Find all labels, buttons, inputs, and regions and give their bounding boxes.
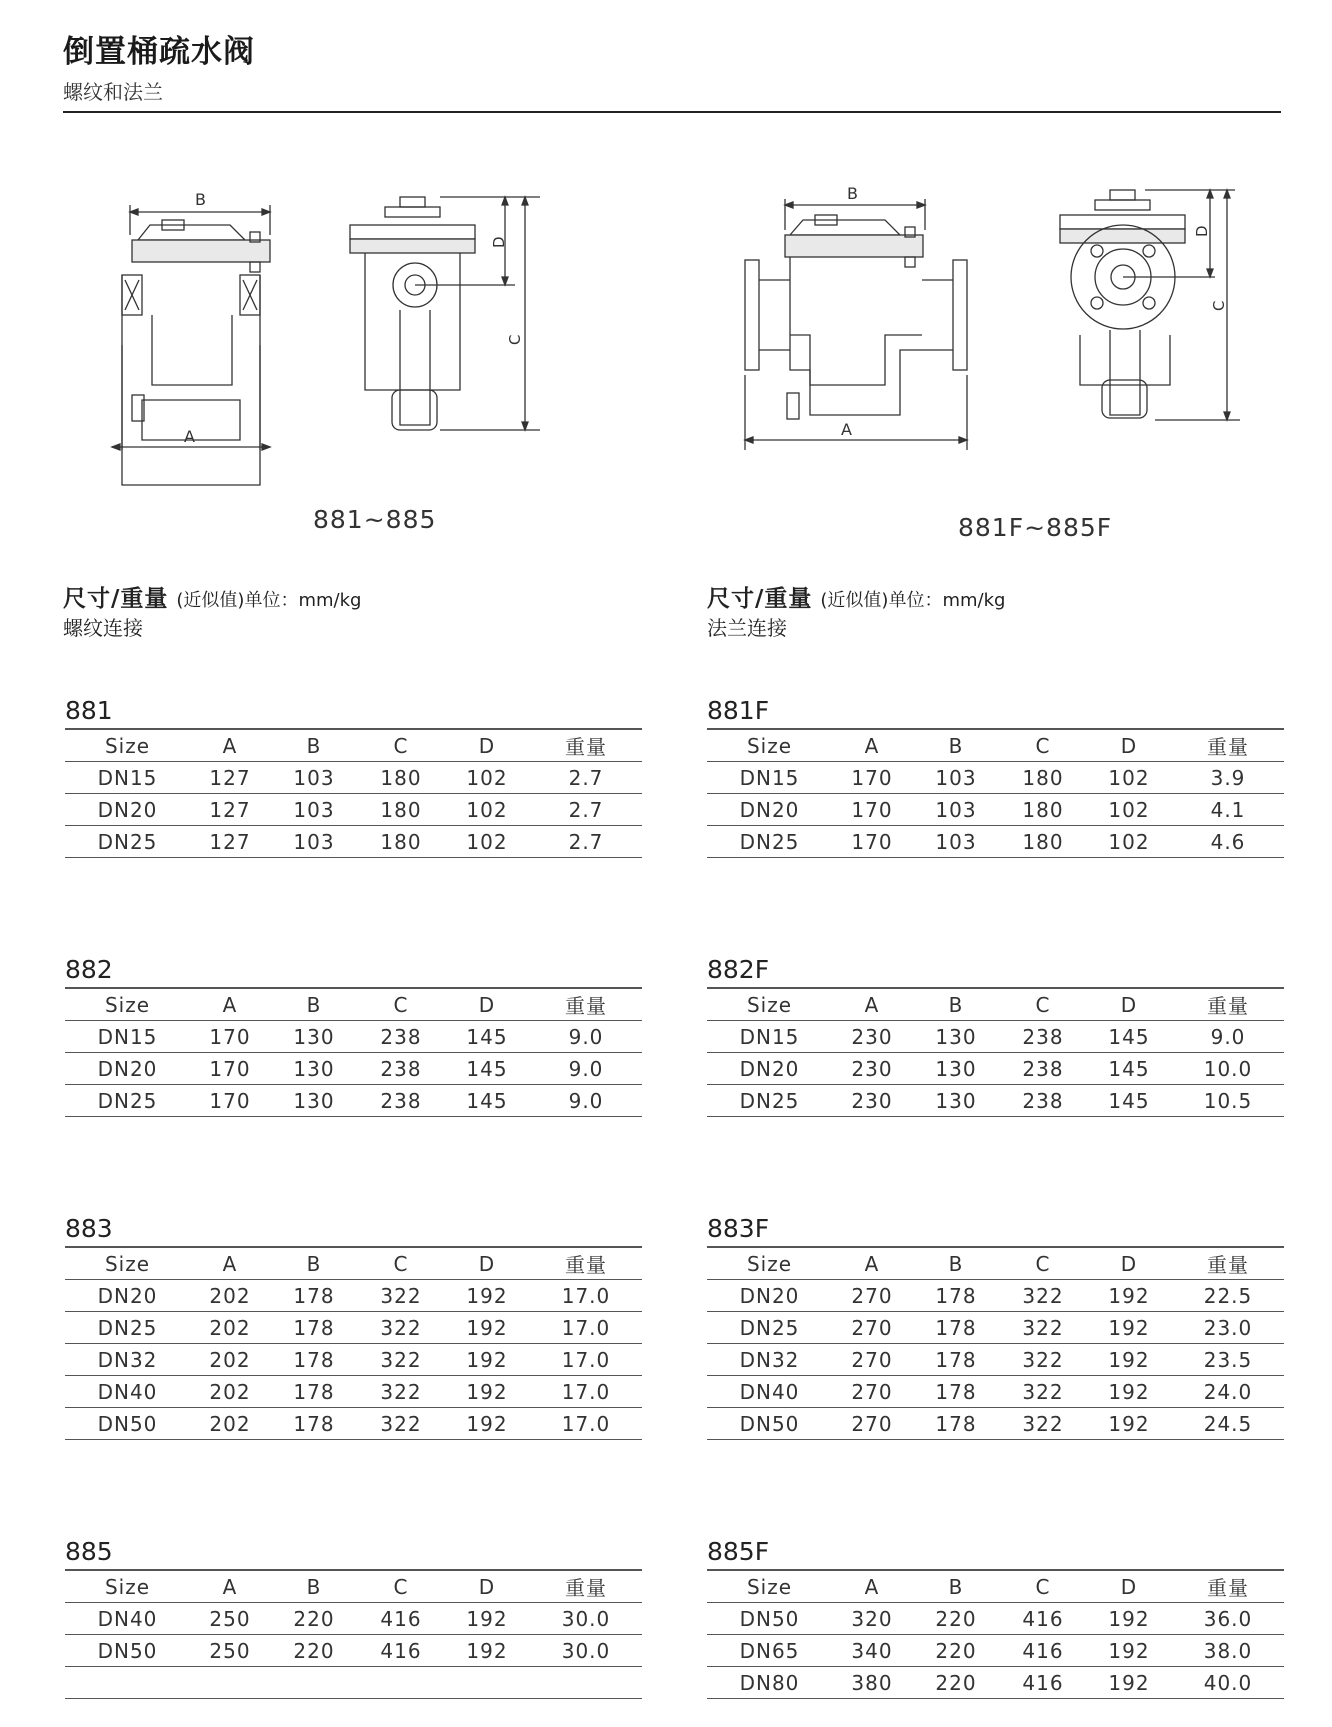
table-cell: 202 [190, 1408, 270, 1440]
table-header-row [707, 988, 1284, 1021]
table-row [65, 1376, 642, 1408]
table-cell: 192 [1086, 1408, 1172, 1440]
spec-table [65, 1569, 642, 1699]
column-header: D [444, 988, 530, 1021]
table-cell: 4.6 [1172, 826, 1284, 858]
table-cell: 170 [190, 1021, 270, 1053]
table-881 [65, 694, 642, 858]
table-cell: 178 [270, 1376, 358, 1408]
table-cell: 180 [1000, 826, 1086, 858]
table-cell: 192 [444, 1280, 530, 1312]
table-cell: DN40 [707, 1376, 832, 1408]
column-header: A [832, 988, 912, 1021]
spec-table [65, 728, 642, 858]
table-model-name: 882F [707, 955, 770, 984]
section-heading-text: 尺寸/重量 [63, 586, 169, 612]
table-cell: 192 [444, 1408, 530, 1440]
table-row [65, 1053, 642, 1085]
table-cell: DN25 [65, 1312, 190, 1344]
table-cell: 238 [1000, 1021, 1086, 1053]
table-cell: DN15 [707, 762, 832, 794]
table-cell: DN15 [707, 1021, 832, 1053]
column-header: 重量 [1172, 1247, 1284, 1280]
table-cell: 416 [358, 1603, 444, 1635]
table-header-row [65, 729, 642, 762]
column-header: A [190, 729, 270, 762]
column-header: Size [65, 1247, 190, 1280]
table-cell: 170 [190, 1085, 270, 1117]
table-cell: 145 [444, 1053, 530, 1085]
table-model-name: 883F [707, 1214, 770, 1243]
table-row [707, 1667, 1284, 1699]
column-header: A [832, 1570, 912, 1603]
table-cell: 145 [444, 1085, 530, 1117]
table-cell: 127 [190, 794, 270, 826]
column-header: B [912, 1570, 1000, 1603]
table-cell: 180 [358, 794, 444, 826]
table-row [65, 1021, 642, 1053]
column-header: 重量 [1172, 988, 1284, 1021]
table-row [707, 826, 1284, 858]
table-model-name: 885F [707, 1537, 770, 1566]
table-cell: 3.9 [1172, 762, 1284, 794]
table-cell: 178 [912, 1280, 1000, 1312]
table-cell: 180 [1000, 794, 1086, 826]
table-cell: 2.7 [530, 826, 642, 858]
table-cell: 10.5 [1172, 1085, 1284, 1117]
table-row [707, 1376, 1284, 1408]
table-cell: DN32 [707, 1344, 832, 1376]
section-unit-note: (近似值)单位：mm/kg [820, 590, 1006, 611]
column-header: A [832, 1247, 912, 1280]
table-cell: DN20 [707, 1053, 832, 1085]
column-header: D [444, 1247, 530, 1280]
table-cell: DN80 [707, 1667, 832, 1699]
table-cell: 103 [912, 794, 1000, 826]
table-cell: 103 [270, 762, 358, 794]
table-cell: 22.5 [1172, 1280, 1284, 1312]
table-cell: 145 [1086, 1021, 1172, 1053]
table-cell: 250 [190, 1603, 270, 1635]
table-cell: 192 [444, 1376, 530, 1408]
column-header: C [358, 1570, 444, 1603]
table-cell: 145 [1086, 1085, 1172, 1117]
column-header: A [190, 1247, 270, 1280]
column-header: 重量 [530, 1247, 642, 1280]
column-header: A [832, 729, 912, 762]
spec-table [65, 987, 642, 1117]
table-cell: 170 [832, 794, 912, 826]
table-cell: 17.0 [530, 1312, 642, 1344]
table-881F [707, 694, 1284, 858]
table-cell: 180 [358, 762, 444, 794]
dim-label-b: B [195, 190, 206, 209]
table-cell: 9.0 [530, 1085, 642, 1117]
table-cell: 192 [444, 1344, 530, 1376]
table-cell: 238 [1000, 1053, 1086, 1085]
table-row [707, 1021, 1284, 1053]
table-cell: 178 [912, 1408, 1000, 1440]
table-cell: DN15 [65, 762, 190, 794]
dim-label-c: C [506, 334, 524, 345]
table-row [65, 794, 642, 826]
table-cell-empty [444, 1667, 530, 1699]
table-header-row [707, 1570, 1284, 1603]
table-row [65, 1408, 642, 1440]
threaded-trap-drawing [110, 185, 600, 515]
column-header: B [912, 729, 1000, 762]
table-cell: 102 [1086, 826, 1172, 858]
table-header-row [707, 729, 1284, 762]
table-883 [65, 1212, 642, 1440]
table-cell: 192 [444, 1635, 530, 1667]
table-885F [707, 1535, 1284, 1699]
column-header: C [1000, 729, 1086, 762]
spec-table [65, 1246, 642, 1440]
table-cell: 270 [832, 1376, 912, 1408]
table-cell: 230 [832, 1053, 912, 1085]
column-header: Size [707, 1247, 832, 1280]
table-cell: DN25 [65, 1085, 190, 1117]
column-header: A [190, 1570, 270, 1603]
table-cell: DN25 [707, 1312, 832, 1344]
dim-label-b-flanged: B [847, 185, 858, 203]
table-cell: DN40 [65, 1603, 190, 1635]
column-header: C [358, 988, 444, 1021]
table-cell: 180 [358, 826, 444, 858]
table-row [707, 1408, 1284, 1440]
table-cell: 192 [1086, 1376, 1172, 1408]
column-header: Size [65, 988, 190, 1021]
column-header: 重量 [530, 988, 642, 1021]
table-row [707, 1635, 1284, 1667]
table-row [707, 1603, 1284, 1635]
table-cell: DN20 [65, 1280, 190, 1312]
table-cell: 24.5 [1172, 1408, 1284, 1440]
table-cell: 202 [190, 1312, 270, 1344]
table-cell: 322 [358, 1280, 444, 1312]
table-cell: 230 [832, 1085, 912, 1117]
section-subheading-flanged: 法兰连接 [707, 616, 787, 640]
table-cell: 38.0 [1172, 1635, 1284, 1667]
table-row [707, 1280, 1284, 1312]
table-cell: 17.0 [530, 1344, 642, 1376]
table-cell: 40.0 [1172, 1667, 1284, 1699]
table-cell: 30.0 [530, 1635, 642, 1667]
table-cell: 24.0 [1172, 1376, 1284, 1408]
table-cell: 145 [444, 1021, 530, 1053]
table-cell: 130 [270, 1021, 358, 1053]
column-header: D [1086, 988, 1172, 1021]
table-cell: 17.0 [530, 1376, 642, 1408]
table-cell: 322 [358, 1376, 444, 1408]
table-cell: 130 [912, 1085, 1000, 1117]
column-header: Size [707, 1570, 832, 1603]
table-cell: DN20 [707, 1280, 832, 1312]
table-cell: 178 [270, 1280, 358, 1312]
column-header: C [358, 1247, 444, 1280]
table-cell: 23.0 [1172, 1312, 1284, 1344]
table-cell: 192 [1086, 1603, 1172, 1635]
column-header: D [1086, 1570, 1172, 1603]
table-882F [707, 953, 1284, 1117]
table-cell: 170 [190, 1053, 270, 1085]
table-header-row [65, 1247, 642, 1280]
table-cell: DN25 [707, 1085, 832, 1117]
table-cell: 202 [190, 1280, 270, 1312]
column-header: D [1086, 729, 1172, 762]
table-cell: 220 [912, 1635, 1000, 1667]
table-cell: 102 [444, 826, 530, 858]
table-cell: 17.0 [530, 1408, 642, 1440]
table-cell: 192 [444, 1603, 530, 1635]
table-cell: DN25 [707, 826, 832, 858]
table-cell: 178 [270, 1408, 358, 1440]
table-cell: 130 [270, 1053, 358, 1085]
table-cell: 270 [832, 1344, 912, 1376]
table-882 [65, 953, 642, 1117]
table-model-name: 881 [65, 696, 113, 725]
table-cell: 192 [1086, 1280, 1172, 1312]
table-cell: 270 [832, 1312, 912, 1344]
table-cell: 220 [270, 1635, 358, 1667]
table-cell: 23.5 [1172, 1344, 1284, 1376]
table-row [65, 762, 642, 794]
table-cell: 2.7 [530, 762, 642, 794]
table-cell: 102 [1086, 794, 1172, 826]
table-cell: 250 [190, 1635, 270, 1667]
drawing-label-threaded: 881~885 [313, 505, 437, 534]
flanged-trap-drawing [735, 185, 1255, 515]
table-cell: 103 [270, 794, 358, 826]
section-heading-flanged [707, 580, 1005, 613]
table-cell: 322 [358, 1312, 444, 1344]
column-header: Size [707, 988, 832, 1021]
dim-label-c-flanged: C [1210, 300, 1228, 311]
table-cell: 322 [1000, 1344, 1086, 1376]
table-cell: 202 [190, 1344, 270, 1376]
table-cell: 178 [270, 1344, 358, 1376]
section-heading-text: 尺寸/重量 [707, 586, 813, 612]
table-row [65, 1085, 642, 1117]
table-row [65, 1280, 642, 1312]
table-cell: 103 [912, 762, 1000, 794]
table-cell: 103 [912, 826, 1000, 858]
table-cell: 178 [912, 1344, 1000, 1376]
table-cell: DN20 [707, 794, 832, 826]
table-model-name: 881F [707, 696, 770, 725]
table-cell: 102 [1086, 762, 1172, 794]
table-cell: 192 [1086, 1635, 1172, 1667]
table-cell: 178 [912, 1312, 1000, 1344]
table-cell: 238 [358, 1085, 444, 1117]
table-header-row [65, 1570, 642, 1603]
column-header: B [270, 729, 358, 762]
table-cell: 322 [1000, 1376, 1086, 1408]
dim-label-a: A [184, 427, 195, 446]
header-divider [63, 111, 1281, 113]
table-row [707, 1344, 1284, 1376]
column-header: B [912, 988, 1000, 1021]
table-cell: 238 [1000, 1085, 1086, 1117]
table-cell: 9.0 [530, 1053, 642, 1085]
table-cell: DN65 [707, 1635, 832, 1667]
table-cell-empty [530, 1667, 642, 1699]
table-cell: 192 [1086, 1667, 1172, 1699]
table-row [707, 1085, 1284, 1117]
table-cell: DN15 [65, 1021, 190, 1053]
column-header: 重量 [530, 729, 642, 762]
table-cell: 380 [832, 1667, 912, 1699]
table-cell: DN20 [65, 1053, 190, 1085]
table-row [65, 826, 642, 858]
table-cell: 180 [1000, 762, 1086, 794]
table-883F [707, 1212, 1284, 1440]
column-header: Size [707, 729, 832, 762]
table-cell: 322 [1000, 1312, 1086, 1344]
table-cell: 416 [1000, 1603, 1086, 1635]
column-header: 重量 [1172, 1570, 1284, 1603]
table-row [707, 1053, 1284, 1085]
spec-table [707, 728, 1284, 858]
table-model-name: 885 [65, 1537, 113, 1566]
table-cell: 270 [832, 1280, 912, 1312]
section-subheading-threaded: 螺纹连接 [63, 616, 143, 640]
section-unit-note: (近似值)单位：mm/kg [176, 590, 362, 611]
column-header: 重量 [1172, 729, 1284, 762]
column-header: B [270, 1570, 358, 1603]
column-header: B [270, 988, 358, 1021]
table-row [707, 1312, 1284, 1344]
table-885 [65, 1535, 642, 1699]
table-row [65, 1344, 642, 1376]
spec-table [707, 1246, 1284, 1440]
column-header: C [1000, 1570, 1086, 1603]
table-row [65, 1603, 642, 1635]
spec-table [707, 1569, 1284, 1699]
dim-label-d-flanged: D [1193, 225, 1211, 237]
column-header: B [912, 1247, 1000, 1280]
dim-label-a-flanged: A [841, 420, 852, 439]
column-header: Size [65, 1570, 190, 1603]
table-row [65, 1312, 642, 1344]
table-row [707, 794, 1284, 826]
table-row [65, 1635, 642, 1667]
table-cell: 416 [358, 1635, 444, 1667]
column-header: A [190, 988, 270, 1021]
page-title: 倒置桶疏水阀 [63, 34, 255, 70]
table-cell: 17.0 [530, 1280, 642, 1312]
table-cell: 192 [444, 1312, 530, 1344]
table-cell: DN40 [65, 1376, 190, 1408]
table-cell: 220 [912, 1667, 1000, 1699]
table-cell: 220 [270, 1603, 358, 1635]
table-cell: 170 [832, 826, 912, 858]
table-cell: 320 [832, 1603, 912, 1635]
table-cell: 30.0 [530, 1603, 642, 1635]
table-cell: DN25 [65, 826, 190, 858]
table-cell: 9.0 [1172, 1021, 1284, 1053]
section-heading-threaded [63, 580, 361, 613]
table-cell: DN50 [65, 1408, 190, 1440]
spec-table [707, 987, 1284, 1117]
table-cell: 192 [1086, 1312, 1172, 1344]
column-header: Size [65, 729, 190, 762]
dim-label-d: D [490, 236, 508, 248]
page-subtitle: 螺纹和法兰 [63, 80, 163, 104]
column-header: D [1086, 1247, 1172, 1280]
table-cell: 36.0 [1172, 1603, 1284, 1635]
table-cell: 102 [444, 794, 530, 826]
table-cell: DN20 [65, 794, 190, 826]
table-cell: 322 [358, 1344, 444, 1376]
column-header: C [358, 729, 444, 762]
table-cell: 127 [190, 826, 270, 858]
table-cell: 178 [912, 1376, 1000, 1408]
table-cell-empty [358, 1667, 444, 1699]
table-cell: DN32 [65, 1344, 190, 1376]
table-cell: 127 [190, 762, 270, 794]
column-header: D [444, 1570, 530, 1603]
table-cell-empty [190, 1667, 270, 1699]
table-cell: 230 [832, 1021, 912, 1053]
table-cell: 130 [912, 1021, 1000, 1053]
table-cell: DN50 [65, 1635, 190, 1667]
table-cell: 170 [832, 762, 912, 794]
table-cell: 238 [358, 1053, 444, 1085]
table-cell: 10.0 [1172, 1053, 1284, 1085]
table-cell: 130 [912, 1053, 1000, 1085]
table-cell: 220 [912, 1603, 1000, 1635]
table-header-row [65, 988, 642, 1021]
table-cell: DN50 [707, 1603, 832, 1635]
table-cell: 103 [270, 826, 358, 858]
table-row [707, 762, 1284, 794]
table-cell-empty [65, 1667, 190, 1699]
table-cell: 192 [1086, 1344, 1172, 1376]
table-cell: DN50 [707, 1408, 832, 1440]
column-header: C [1000, 1247, 1086, 1280]
table-cell: 322 [1000, 1280, 1086, 1312]
table-cell: 4.1 [1172, 794, 1284, 826]
column-header: C [1000, 988, 1086, 1021]
table-cell: 322 [1000, 1408, 1086, 1440]
table-cell: 145 [1086, 1053, 1172, 1085]
table-cell: 9.0 [530, 1021, 642, 1053]
column-header: 重量 [530, 1570, 642, 1603]
table-cell: 178 [270, 1312, 358, 1344]
table-cell: 322 [358, 1408, 444, 1440]
table-cell: 416 [1000, 1635, 1086, 1667]
table-cell: 130 [270, 1085, 358, 1117]
column-header: B [270, 1247, 358, 1280]
drawing-label-flanged: 881F~885F [958, 513, 1113, 542]
table-header-row [707, 1247, 1284, 1280]
table-cell: 102 [444, 762, 530, 794]
table-model-name: 883 [65, 1214, 113, 1243]
table-cell: 416 [1000, 1667, 1086, 1699]
table-cell: 202 [190, 1376, 270, 1408]
table-cell: 270 [832, 1408, 912, 1440]
table-cell: 238 [358, 1021, 444, 1053]
table-cell-empty [270, 1667, 358, 1699]
table-cell: 340 [832, 1635, 912, 1667]
table-cell: 2.7 [530, 794, 642, 826]
table-model-name: 882 [65, 955, 113, 984]
column-header: D [444, 729, 530, 762]
table-row-empty [65, 1667, 642, 1699]
